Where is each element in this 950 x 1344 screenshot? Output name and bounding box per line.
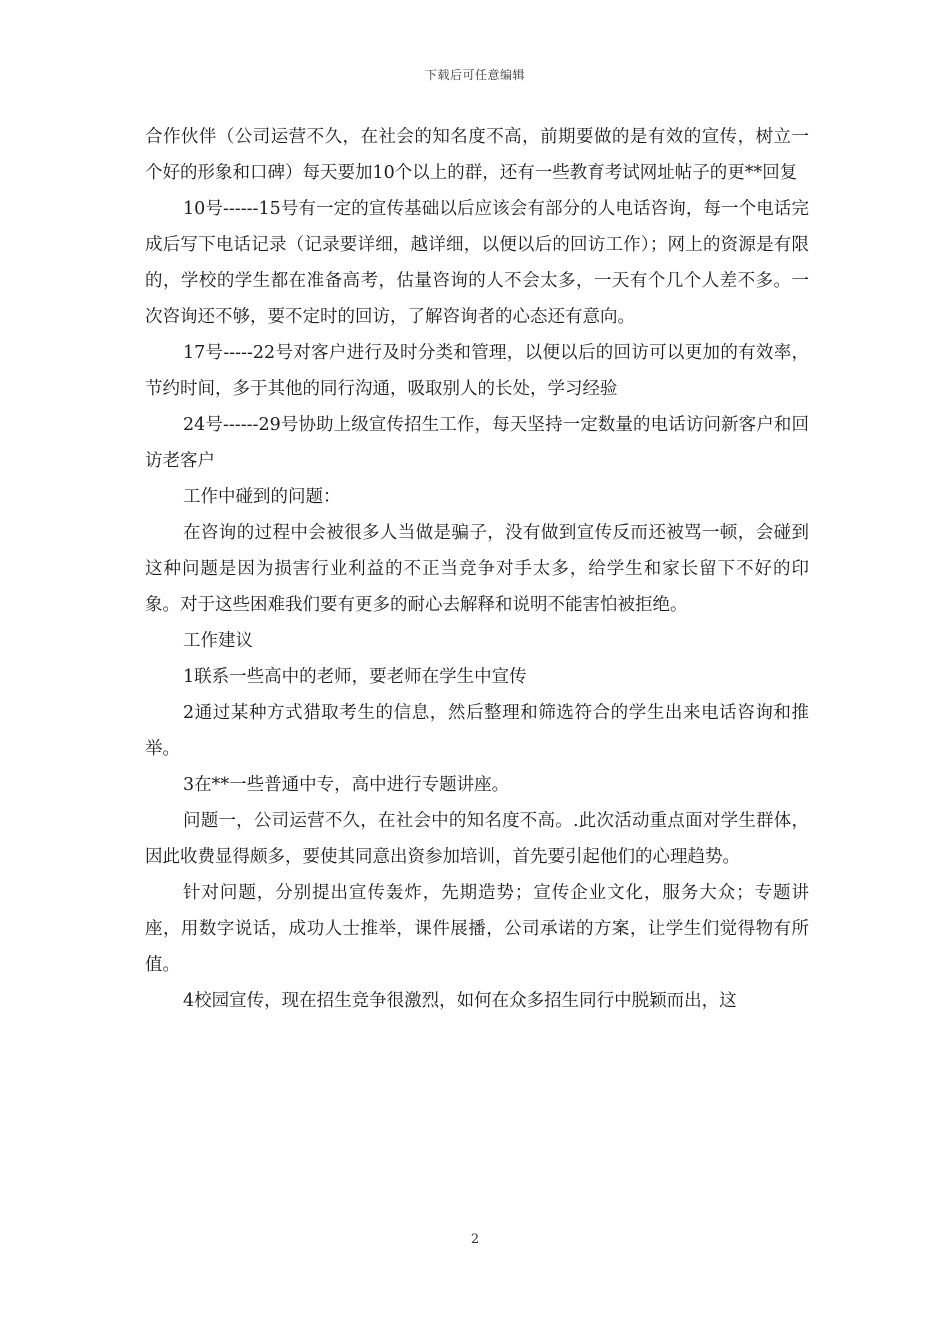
list-item: 3在**一些普通中专，高中进行专题讲座。 — [183, 775, 510, 795]
paragraph: 17号-----22号对客户进行及时分类和管理，以便以后的回访可以更加的有效率，节约时间，多于其他的同行沟通，吸取别人的长处，学习经验 — [145, 343, 809, 399]
paragraph: 24号------29号协助上级宣传招生工作，每天坚持一定数量的电话访问新客户和回访老客户 — [145, 415, 809, 471]
section-heading: 工作中碰到的问题： — [183, 487, 341, 507]
paragraph: 合作伙伴（公司运营不久，在社会的知名度不高，前期要做的是有效的宣传，树立一个好的形象和口碑）每天要加10个以上的群，还有一些教育考试网址帖子的更**回复 — [145, 127, 809, 183]
document-body — [145, 119, 809, 1019]
section-heading: 工作建议 — [183, 631, 253, 651]
list-item: 4校园宣传，现在招生竞争很激烈，如何在众多招生同行中脱颖而出，这 — [183, 991, 737, 1011]
list-item: 2通过某种方式猎取考生的信息，然后整理和筛选符合的学生出来电话咨询和推举。 — [145, 703, 809, 759]
paragraph: 在咨询的过程中会被很多人当做是骗子，没有做到宣传反而还被骂一顿，会碰到这种问题是因为损害行业利益的不正当竞争对手太多，给学生和家长留下不好的印象。对于这些困难我们要有更多的耐心去解释和说明不能害怕被拒绝。 — [145, 523, 809, 615]
list-item: 1联系一些高中的老师，要老师在学生中宣传 — [183, 667, 527, 687]
page-number: 2 — [470, 1232, 480, 1247]
paragraph: 10号------15号有一定的宣传基础以后应该会有部分的人电话咨询，每一个电话完成后写下电话记录（记录要详细，越详细，以便以后的回访工作）；网上的资源是有限的，学校的学生都在准备高考，估量咨询的人不会太多，一天有个几个人差不多。一次咨询还不够，要不定时的回访，了解咨询者的心态还有意向。 — [145, 199, 809, 327]
paragraph: 问题一，公司运营不久，在社会中的知名度不高。.此次活动重点面对学生群体，因此收费显得颇多，要使其同意出资参加培训，首先要引起他们的心理趋势。 — [145, 811, 809, 867]
page-header: 下载后可任意编辑 — [424, 68, 525, 82]
paragraph: 针对问题，分别提出宣传轰炸，先期造势；宣传企业文化，服务大众；专题讲座，用数字说话，成功人士推举，课件展播，公司承诺的方案，让学生们觉得物有所值。 — [145, 883, 809, 975]
